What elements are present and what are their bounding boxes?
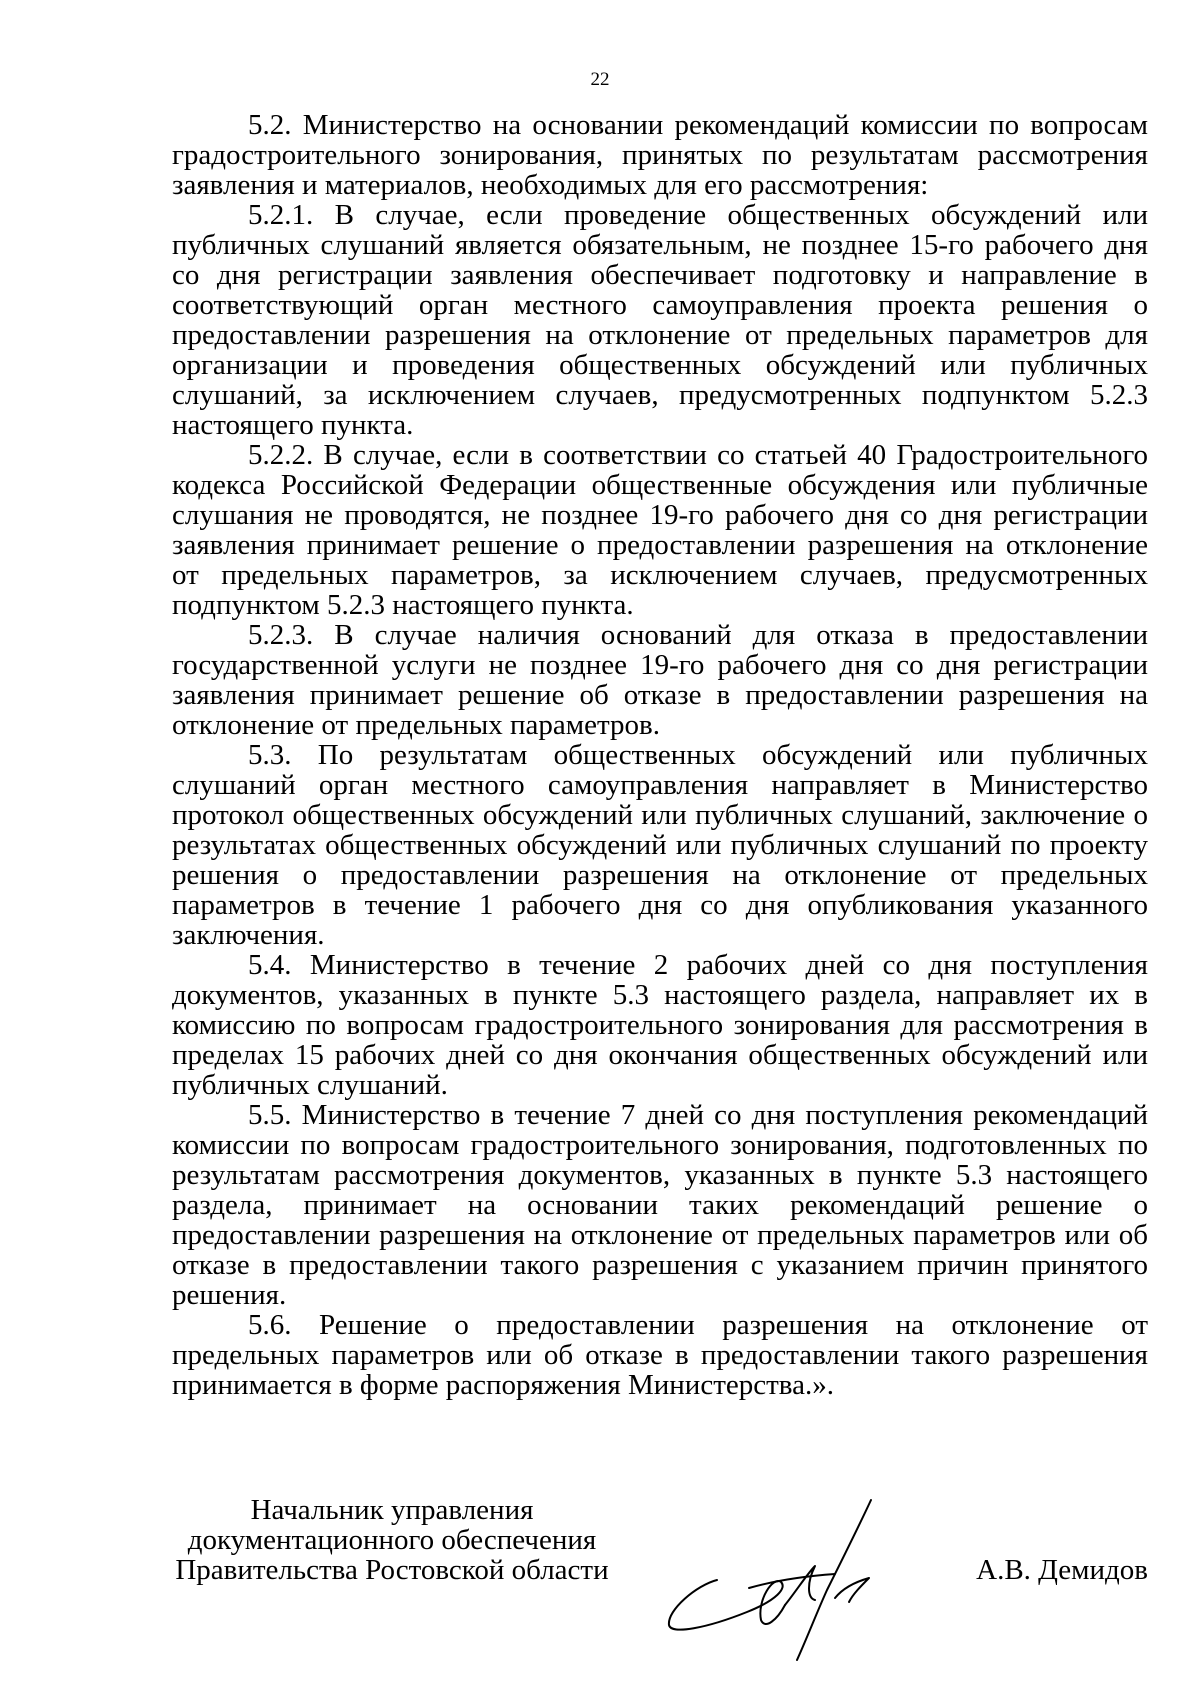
signer-name: А.В. Демидов <box>976 1554 1148 1586</box>
paragraph-5-2-3: 5.2.3. В случае наличия оснований для отказа в предоставлении государственной услуги не позднее 19-го рабочего дня со дня регистрации заявления принимает решение об отказе в предоставлении разрешения на отклонение от предельных параметров. <box>172 619 1148 741</box>
paragraph-5-6: 5.6. Решение о предоставлении разрешения на отклонение от предельных параметров или об отказе в предоставлении такого разрешения принимается в форме распоряжения Министерства.». <box>172 1309 1148 1401</box>
paragraph-5-2-1: 5.2.1. В случае, если проведение общественных обсуждений или публичных слушаний является обязательным, не позднее 15-го рабочего дня со дня регистрации заявления обеспечивает подготовку и направление в соответствующий орган местного самоуправления проекта решения о предоставлении разрешения на отклонение от предельных параметров для организации и проведения общественных обсуждений или публичных слушаний, за исключением случаев, предусмотренных подпунктом 5.2.3 настоящего пункта. <box>172 199 1148 441</box>
paragraph-5-3: 5.3. По результатам общественных обсуждений или публичных слушаний орган местного самоуправления направляет в Министерство протокол общественных обсуждений или публичных слушаний, заключение о результатах общественных обсуждений или публичных слушаний по проекту решения о предоставлении разрешения на отклонение от предельных параметров в течение 1 рабочего дня со дня опубликования указанного заключения. <box>172 739 1148 951</box>
signer-title <box>172 1495 612 1585</box>
paragraph-5-5: 5.5. Министерство в течение 7 дней со дня поступления рекомендаций комиссии по вопросам градостроительного зонирования, подготовленных по результатам рассмотрения документов, указанных в пункте 5.3 настоящего раздела, принимает на основании таких рекомендаций решение о предоставлении разрешения на отклонение от предельных параметров или об отказе в предоставлении такого разрешения с указанием причин принятого решения. <box>172 1099 1148 1311</box>
signature-block <box>172 1495 1148 1655</box>
signer-title-line-2: документационного обеспечения <box>187 1524 597 1556</box>
page-number: 22 <box>590 69 610 90</box>
paragraph-5-2-2: 5.2.2. В случае, если в соответствии со статьей 40 Градостроительного кодекса Российской Федерации общественные обсуждения или публичные слушания не проводятся, не позднее 19-го рабочего дня со дня регистрации заявления принимает решение о предоставлении разрешения на отклонение от предельных параметров, за исключением случаев, предусмотренных подпунктом 5.2.3 настоящего пункта. <box>172 439 1148 621</box>
paragraph-5-2: 5.2. Министерство на основании рекомендаций комиссии по вопросам градостроительного зонирования, принятых по результатам рассмотрения заявления и материалов, необходимых для его рассмотрения: <box>172 109 1148 201</box>
handwritten-signature-icon <box>657 1470 927 1670</box>
paragraph-5-4: 5.4. Министерство в течение 2 рабочих дней со дня поступления документов, указанных в пункте 5.3 настоящего раздела, направляет их в комиссию по вопросам градостроительного зонирования для рассмотрения в пределах 15 рабочих дней со дня окончания общественных обсуждений или публичных слушаний. <box>172 949 1148 1101</box>
signer-title-line-3: Правительства Ростовской области <box>175 1554 609 1586</box>
signer-title-line-1: Начальник управления <box>250 1494 534 1526</box>
document-body <box>172 110 1148 1400</box>
